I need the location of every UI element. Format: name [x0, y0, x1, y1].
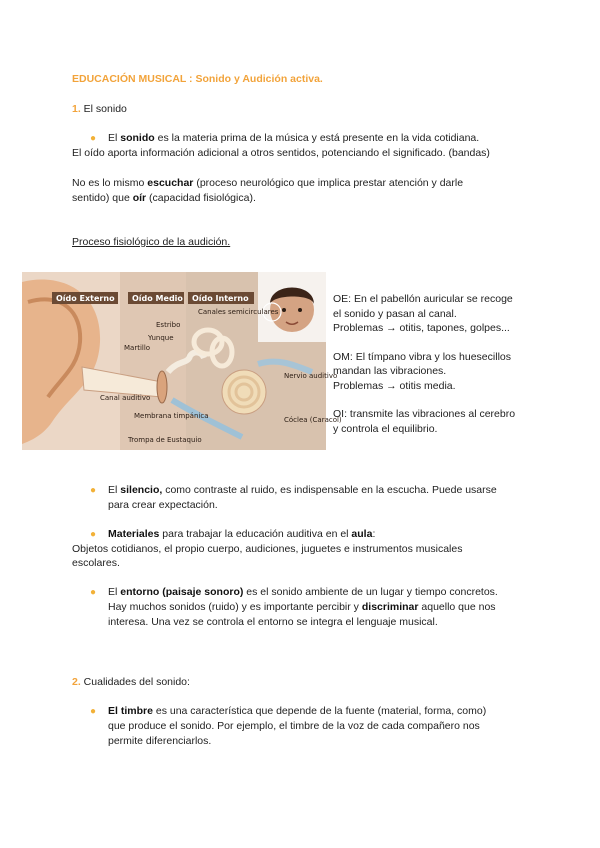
bullet-icon: ● — [90, 485, 97, 496]
svg-text:Trompa de Eustaquio: Trompa de Eustaquio — [128, 436, 202, 444]
side-notes — [333, 292, 533, 436]
bullet-icon: ● — [90, 133, 97, 144]
svg-text:Yunque: Yunque — [148, 334, 174, 342]
bullet-silencio-line2: para crear expectación. — [108, 499, 218, 511]
proceso-heading: Proceso fisiológico de la audición. — [72, 236, 231, 248]
note-om-1: OM: El tímpano vibra y los huesecillos — [333, 350, 511, 363]
bullet-timbre: El timbre es una característica que depende de la fuente (material, forma, como) — [108, 705, 487, 717]
bullet-entorno: El entorno (paisaje sonoro) es el sonido ambiente de un lugar y tiempo concretos. — [108, 586, 498, 598]
svg-text:Nervio auditivo: Nervio auditivo — [284, 372, 338, 380]
bullet-icon: ● — [90, 529, 97, 540]
svg-text:Canal auditivo: Canal auditivo — [100, 394, 151, 402]
entorno-line3: interesa. Una vez se controla el entorno se integra el lenguaje musical. — [108, 616, 438, 628]
note-om-3: Problemas → otitis media. — [333, 379, 456, 392]
section-title: Cualidades del sonido: — [80, 676, 190, 688]
bullet-silencio: El silencio, como contraste al ruido, es indispensable en la escucha. Puede usarse — [108, 484, 497, 496]
svg-text:Canales semicirculares: Canales semicirculares — [198, 308, 279, 316]
ear-anatomy-diagram — [22, 272, 342, 450]
entorno-line2: Hay muchos sonidos (ruido) y es importante percibir y discriminar aquello que nos — [108, 601, 496, 613]
section-1-heading — [72, 102, 127, 117]
paragraph-oir: sentido) que oír (capacidad fisiológica). — [72, 192, 256, 204]
section-2-heading — [72, 675, 190, 690]
bullet-icon: ● — [90, 706, 97, 717]
svg-text:Membrana timpánica: Membrana timpánica — [134, 412, 209, 420]
timbre-line2: que produce el sonido. Por ejemplo, el timbre de la voz de cada compañero nos — [108, 720, 480, 732]
svg-text:Estribo: Estribo — [156, 321, 181, 329]
paragraph-escuchar: No es lo mismo escuchar (proceso neurológico que implica prestar atención y darle — [72, 177, 464, 189]
note-oi-1: OI: transmite las vibraciones al cerebro — [333, 408, 516, 420]
note-om-2: mandan las vibraciones. — [333, 365, 447, 377]
svg-text:Oído Medio: Oído Medio — [132, 294, 183, 303]
svg-text:Cóclea (Caracol): Cóclea (Caracol) — [284, 416, 342, 424]
svg-text:Martillo: Martillo — [124, 344, 151, 352]
materiales-line3: escolares. — [72, 557, 120, 569]
section-number: 1. — [72, 103, 81, 115]
svg-text:Oído Interno: Oído Interno — [192, 294, 249, 303]
materiales-line2: Objetos cotidianos, el propio cuerpo, audiciones, juguetes e instrumentos musicales — [72, 543, 463, 555]
document-title: EDUCACIÓN MUSICAL : Sonido y Audición activa. — [72, 73, 323, 85]
note-oe-1: OE: En el pabellón auricular se recoge — [333, 293, 513, 305]
note-oi-2: y controla el equilibrio. — [333, 422, 438, 435]
bullet-sonido: El sonido es la materia prima de la música y está presente en la vida cotidiana. — [108, 132, 480, 144]
timbre-line3: permite diferenciarlos. — [108, 735, 212, 747]
ear-illustration — [22, 272, 342, 450]
paragraph-oido: El oído aporta información adicional a otros sentidos, potenciando el significado. (bandas) — [72, 147, 490, 159]
bullet-icon: ● — [90, 587, 97, 598]
note-oe-2: el sonido y pasan al canal. — [333, 307, 457, 320]
svg-text:Oído Externo: Oído Externo — [56, 294, 115, 303]
bullet-materiales: Materiales para trabajar la educación auditiva en el aula: — [108, 528, 376, 540]
section-title: El sonido — [80, 103, 127, 115]
note-oe-3: Problemas → otitis, tapones, golpes... — [333, 322, 510, 334]
section-number: 2. — [72, 676, 81, 688]
